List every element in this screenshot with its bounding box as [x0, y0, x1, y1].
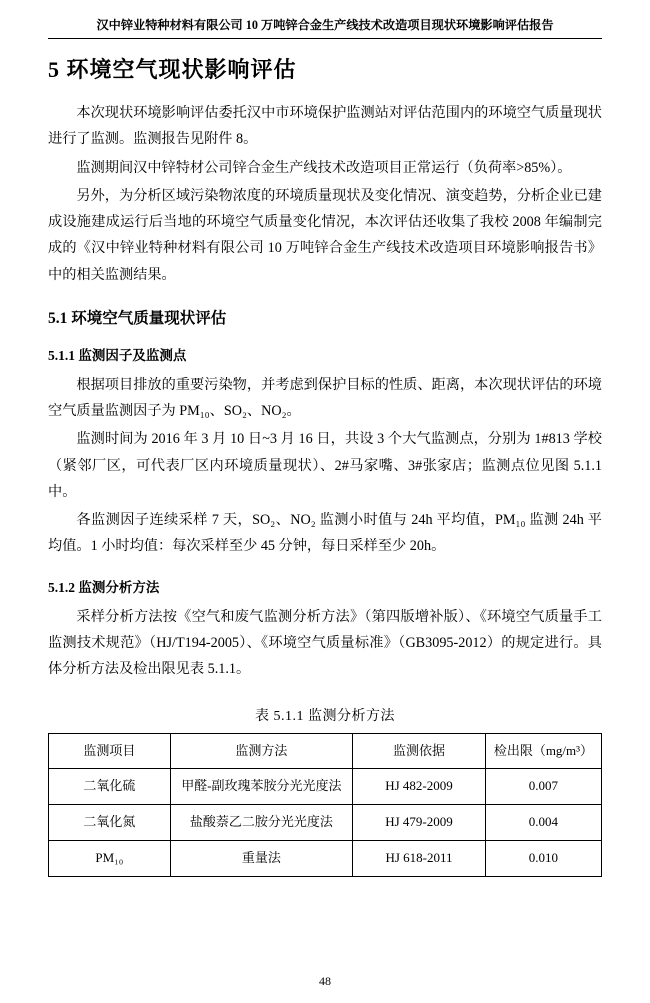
- table-row: [49, 805, 602, 841]
- table-cell: 0.010: [485, 841, 601, 877]
- table-cell: 0.004: [485, 805, 601, 841]
- chapter-title: 5 环境空气现状影响评估: [48, 57, 297, 82]
- table-row: [49, 769, 602, 805]
- table-row: [49, 841, 602, 877]
- table-header-row: [49, 733, 602, 769]
- table-cell: 重量法: [170, 841, 352, 877]
- paragraph-intro-3: 另外，为分析区域污染物浓度的环境质量现状及变化情况、演变趋势，分析企业已建成设施建成运行后当地的环境空气质量变化情况，本次评估还收集了我校 2008 年编制完成的《汉中锌业特种材料有限公司 10 万吨锌合金生产线技术改造项目环境影响报告书》中的相关监测结果。: [48, 187, 602, 283]
- table-cell: HJ 482-2009: [353, 769, 486, 805]
- subsection-title-5-1-2: 5.1.2 监测分析方法: [48, 579, 160, 595]
- table-cell: 0.007: [485, 769, 601, 805]
- table-cell: HJ 618-2011: [353, 841, 486, 877]
- table-cell: 甲醛-副玫瑰苯胺分光光度法: [170, 769, 352, 805]
- page-header: 汉中锌业特种材料有限公司 10 万吨锌合金生产线技术改造项目现状环境影响评估报告: [96, 18, 554, 32]
- table-column-header: 监测方法: [170, 733, 352, 769]
- paragraph-511-1: 根据项目排放的重要污染物，并考虑到保护目标的性质、距离，本次现状评估的环境空气质量监测因子为 PM₁₀、SO₂、NO₂。: [48, 376, 602, 420]
- table-column-header: 监测项目: [49, 733, 171, 769]
- table-cell: 二氧化氮: [49, 805, 171, 841]
- paragraph-intro-2: 监测期间汉中锌特材公司锌合金生产线技术改造项目正常运行（负荷率>85%）。: [76, 159, 572, 176]
- table-cell: HJ 479-2009: [353, 805, 486, 841]
- paragraph-511-3: 各监测因子连续采样 7 天，SO₂、NO₂ 监测小时值与 24h 平均值，PM₁₀ 监测 24h 平均值。1 小时均值：每次采样至少 45 分钟，每日采样至少 20h。: [48, 512, 602, 555]
- table-column-header: 检出限（mg/m³）: [485, 733, 601, 769]
- subsection-title-5-1-1: 5.1.1 监测因子及监测点: [48, 347, 187, 363]
- table-cell: 盐酸萘乙二胺分光光度法: [170, 805, 352, 841]
- paragraph-511-2: 监测时间为 2016 年 3 月 10 日~3 月 16 日，共设 3 个大气监测点，分别为 1#813 学校（紧邻厂区，可代表厂区内环境质量现状）、2#马家嘴、3#张家店；监测点位见图 5.1.1 中。: [48, 431, 602, 500]
- page-number: 48: [319, 974, 331, 988]
- paragraph-512-1: 采样分析方法按《空气和废气监测分析方法》（第四版增补版）、《环境空气质量手工监测技术规范》（HJ/T194-2005）、《环境空气质量标准》（GB3095-2012）的规定进行。具体分析方法及检出限见表 5.1.1。: [48, 608, 602, 678]
- section-title-5-1: 5.1 环境空气质量现状评估: [48, 309, 227, 327]
- monitoring-methods-table: [48, 733, 602, 878]
- header-divider: [48, 38, 602, 39]
- table-column-header: 监测依据: [353, 733, 486, 769]
- paragraph-intro-1: 本次现状环境影响评估委托汉中市环境保护监测站对评估范围内的环境空气质量现状进行了监测。监测报告见附件 8。: [48, 105, 602, 148]
- table-caption: 表 5.1.1 监测分析方法: [255, 708, 395, 724]
- table-cell: 二氧化硫: [49, 769, 171, 805]
- table-cell: PM₁₀: [49, 841, 171, 877]
